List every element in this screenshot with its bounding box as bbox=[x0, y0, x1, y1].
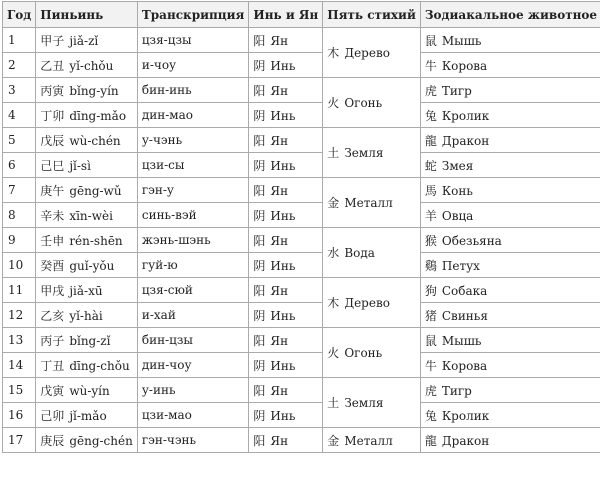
pinyin-text: yǐ-hài bbox=[69, 309, 102, 323]
pinyin-cell bbox=[36, 128, 138, 153]
animal-char: 狗 bbox=[425, 284, 437, 298]
element-cell bbox=[323, 328, 421, 378]
animal-char: 猴 bbox=[425, 234, 437, 248]
animal-char: 兔 bbox=[425, 109, 437, 123]
yin-yang-cell bbox=[249, 278, 323, 303]
transcription-cell: у-чэнь bbox=[137, 128, 249, 153]
yin-yang-cell bbox=[249, 228, 323, 253]
yin-yang-cell bbox=[249, 253, 323, 278]
element-char: 金 bbox=[327, 196, 339, 210]
element-char: 水 bbox=[327, 246, 339, 260]
animal-char: 馬 bbox=[425, 184, 437, 198]
yin-yang-cell bbox=[249, 178, 323, 203]
table-body bbox=[3, 28, 600, 453]
yin-yang-text: Ян bbox=[270, 434, 288, 448]
zodiac-animal-cell bbox=[420, 153, 600, 178]
year-number: 14 bbox=[3, 353, 36, 378]
yin-yang-cell bbox=[249, 128, 323, 153]
yin-yang-char: 阳 bbox=[253, 234, 265, 248]
yin-yang-char: 阴 bbox=[253, 259, 265, 273]
animal-char: 牛 bbox=[425, 59, 437, 73]
table-row bbox=[3, 53, 600, 78]
hanzi-pair: 己巳 bbox=[40, 159, 64, 173]
zodiac-animal-cell bbox=[420, 253, 600, 278]
table-row bbox=[3, 428, 600, 453]
transcription-cell: дин-чоу bbox=[137, 353, 249, 378]
yin-yang-cell bbox=[249, 353, 323, 378]
pinyin-cell bbox=[36, 228, 138, 253]
table-row bbox=[3, 153, 600, 178]
animal-char: 虎 bbox=[425, 384, 437, 398]
zodiac-animal-cell bbox=[420, 28, 600, 53]
element-cell bbox=[323, 278, 421, 328]
animal-name: Дракон bbox=[442, 134, 489, 148]
hanzi-pair: 癸酉 bbox=[40, 259, 64, 273]
transcription-cell: цзя-цзы bbox=[137, 28, 249, 53]
animal-name: Мышь bbox=[442, 34, 482, 48]
yin-yang-text: Инь bbox=[270, 259, 295, 273]
hanzi-pair: 壬申 bbox=[40, 234, 64, 248]
yin-yang-char: 阴 bbox=[253, 59, 265, 73]
yin-yang-text: Инь bbox=[270, 309, 295, 323]
transcription-cell: и-чоу bbox=[137, 53, 249, 78]
year-number: 16 bbox=[3, 403, 36, 428]
yin-yang-char: 阳 bbox=[253, 184, 265, 198]
yin-yang-char: 阴 bbox=[253, 309, 265, 323]
hanzi-pair: 甲子 bbox=[40, 34, 64, 48]
yin-yang-cell bbox=[249, 28, 323, 53]
yin-yang-cell bbox=[249, 328, 323, 353]
yin-yang-cell bbox=[249, 103, 323, 128]
pinyin-cell bbox=[36, 353, 138, 378]
transcription-cell: гэн-у bbox=[137, 178, 249, 203]
yin-yang-cell bbox=[249, 303, 323, 328]
transcription-cell: гэн-чэнь bbox=[137, 428, 249, 453]
element-name: Земля bbox=[344, 146, 383, 160]
yin-yang-text: Ян bbox=[270, 184, 288, 198]
element-name: Металл bbox=[344, 196, 392, 210]
header-zodiac-animal: Зодиакальное животное bbox=[420, 2, 600, 28]
yin-yang-char: 阳 bbox=[253, 284, 265, 298]
animal-char: 羊 bbox=[425, 209, 437, 223]
element-name: Земля bbox=[344, 396, 383, 410]
yin-yang-text: Инь bbox=[270, 159, 295, 173]
yin-yang-text: Ян bbox=[270, 384, 288, 398]
pinyin-text: jǐ-sì bbox=[69, 159, 91, 173]
transcription-cell: гуй-ю bbox=[137, 253, 249, 278]
table-row bbox=[3, 28, 600, 53]
hanzi-pair: 辛未 bbox=[40, 209, 64, 223]
year-number: 8 bbox=[3, 203, 36, 228]
element-char: 土 bbox=[327, 146, 339, 160]
table-row bbox=[3, 78, 600, 103]
pinyin-text: jiǎ-xū bbox=[69, 284, 102, 298]
animal-name: Тигр bbox=[442, 84, 472, 98]
animal-name: Тигр bbox=[442, 384, 472, 398]
yin-yang-text: Ян bbox=[270, 134, 288, 148]
animal-char: 鷄 bbox=[425, 259, 437, 273]
hanzi-pair: 庚午 bbox=[40, 184, 64, 198]
element-name: Вода bbox=[344, 246, 375, 260]
year-number: 15 bbox=[3, 378, 36, 403]
transcription-cell: синь-вэй bbox=[137, 203, 249, 228]
table-row bbox=[3, 328, 600, 353]
zodiac-animal-cell bbox=[420, 278, 600, 303]
pinyin-text: dīng-mǎo bbox=[69, 109, 126, 123]
year-number: 13 bbox=[3, 328, 36, 353]
table-row bbox=[3, 178, 600, 203]
pinyin-text: jǐ-mǎo bbox=[69, 409, 106, 423]
pinyin-text: jiǎ-zǐ bbox=[69, 34, 98, 48]
pinyin-text: dīng-chǒu bbox=[69, 359, 129, 373]
yin-yang-text: Ян bbox=[270, 34, 288, 48]
zodiac-animal-cell bbox=[420, 353, 600, 378]
header-yin-yang: Инь и Ян bbox=[249, 2, 323, 28]
yin-yang-text: Инь bbox=[270, 209, 295, 223]
hanzi-pair: 乙丑 bbox=[40, 59, 64, 73]
zodiac-animal-cell bbox=[420, 378, 600, 403]
animal-name: Свинья bbox=[442, 309, 488, 323]
table-row bbox=[3, 253, 600, 278]
header-year: Год bbox=[3, 2, 36, 28]
zodiac-animal-cell bbox=[420, 228, 600, 253]
animal-name: Мышь bbox=[442, 334, 482, 348]
pinyin-text: bǐng-zǐ bbox=[69, 334, 110, 348]
table-row bbox=[3, 403, 600, 428]
zodiac-animal-cell bbox=[420, 53, 600, 78]
element-char: 火 bbox=[327, 346, 339, 360]
animal-char: 兔 bbox=[425, 409, 437, 423]
element-cell bbox=[323, 428, 421, 453]
yin-yang-char: 阳 bbox=[253, 134, 265, 148]
pinyin-text: gēng-wǔ bbox=[69, 184, 121, 198]
element-char: 土 bbox=[327, 396, 339, 410]
animal-char: 鼠 bbox=[425, 334, 437, 348]
yin-yang-text: Ян bbox=[270, 284, 288, 298]
hanzi-pair: 甲戌 bbox=[40, 284, 64, 298]
pinyin-cell bbox=[36, 103, 138, 128]
animal-char: 虎 bbox=[425, 84, 437, 98]
zodiac-animal-cell bbox=[420, 403, 600, 428]
yin-yang-char: 阴 bbox=[253, 359, 265, 373]
animal-name: Овца bbox=[442, 209, 473, 223]
animal-name: Кролик bbox=[442, 109, 489, 123]
yin-yang-cell bbox=[249, 378, 323, 403]
element-name: Металл bbox=[344, 434, 392, 448]
pinyin-text: wù-chén bbox=[69, 134, 120, 148]
header-transcription: Транскрипция bbox=[137, 2, 249, 28]
zodiac-animal-cell bbox=[420, 428, 600, 453]
pinyin-cell bbox=[36, 203, 138, 228]
animal-name: Петух bbox=[442, 259, 480, 273]
year-number: 12 bbox=[3, 303, 36, 328]
yin-yang-char: 阴 bbox=[253, 109, 265, 123]
element-cell bbox=[323, 228, 421, 278]
animal-char: 蛇 bbox=[425, 159, 437, 173]
element-char: 木 bbox=[327, 46, 339, 60]
transcription-cell: цзя-сюй bbox=[137, 278, 249, 303]
element-char: 火 bbox=[327, 96, 339, 110]
year-number: 1 bbox=[3, 28, 36, 53]
element-name: Огонь bbox=[344, 96, 382, 110]
pinyin-text: rén-shēn bbox=[69, 234, 122, 248]
yin-yang-cell bbox=[249, 403, 323, 428]
pinyin-cell bbox=[36, 378, 138, 403]
year-number: 6 bbox=[3, 153, 36, 178]
transcription-cell: дин-мао bbox=[137, 103, 249, 128]
pinyin-cell bbox=[36, 428, 138, 453]
animal-char: 牛 bbox=[425, 359, 437, 373]
pinyin-text: wù-yín bbox=[69, 384, 109, 398]
yin-yang-cell bbox=[249, 428, 323, 453]
element-cell bbox=[323, 28, 421, 78]
animal-char: 鼠 bbox=[425, 34, 437, 48]
yin-yang-char: 阴 bbox=[253, 159, 265, 173]
year-number: 5 bbox=[3, 128, 36, 153]
animal-char: 猪 bbox=[425, 309, 437, 323]
yin-yang-text: Инь bbox=[270, 59, 295, 73]
animal-name: Корова bbox=[442, 359, 487, 373]
transcription-cell: бин-цзы bbox=[137, 328, 249, 353]
pinyin-cell bbox=[36, 303, 138, 328]
hanzi-pair: 戊寅 bbox=[40, 384, 64, 398]
hanzi-pair: 庚辰 bbox=[40, 434, 64, 448]
pinyin-text: guǐ-yǒu bbox=[69, 259, 114, 273]
element-cell bbox=[323, 378, 421, 428]
yin-yang-char: 阳 bbox=[253, 84, 265, 98]
year-number: 2 bbox=[3, 53, 36, 78]
pinyin-cell bbox=[36, 53, 138, 78]
yin-yang-cell bbox=[249, 203, 323, 228]
transcription-cell: у-инь bbox=[137, 378, 249, 403]
yin-yang-char: 阴 bbox=[253, 409, 265, 423]
transcription-cell: цзи-мао bbox=[137, 403, 249, 428]
table-row bbox=[3, 278, 600, 303]
pinyin-cell bbox=[36, 28, 138, 53]
yin-yang-char: 阳 bbox=[253, 384, 265, 398]
zodiac-animal-cell bbox=[420, 128, 600, 153]
yin-yang-cell bbox=[249, 53, 323, 78]
element-name: Дерево bbox=[344, 296, 390, 310]
pinyin-cell bbox=[36, 253, 138, 278]
pinyin-text: gēng-chén bbox=[69, 434, 133, 448]
yin-yang-char: 阳 bbox=[253, 34, 265, 48]
table-row bbox=[3, 353, 600, 378]
yin-yang-text: Инь bbox=[270, 359, 295, 373]
zodiac-animal-cell bbox=[420, 303, 600, 328]
sexagenary-cycle-table bbox=[2, 1, 600, 453]
pinyin-text: bǐng-yín bbox=[69, 84, 118, 98]
hanzi-pair: 丙子 bbox=[40, 334, 64, 348]
pinyin-cell bbox=[36, 328, 138, 353]
year-number: 10 bbox=[3, 253, 36, 278]
transcription-cell: бин-инь bbox=[137, 78, 249, 103]
pinyin-cell bbox=[36, 153, 138, 178]
transcription-cell: и-хай bbox=[137, 303, 249, 328]
animal-name: Корова bbox=[442, 59, 487, 73]
hanzi-pair: 己卯 bbox=[40, 409, 64, 423]
pinyin-cell bbox=[36, 178, 138, 203]
pinyin-text: xīn-wèi bbox=[69, 209, 113, 223]
year-number: 7 bbox=[3, 178, 36, 203]
pinyin-text: yǐ-chǒu bbox=[69, 59, 113, 73]
hanzi-pair: 戊辰 bbox=[40, 134, 64, 148]
yin-yang-char: 阳 bbox=[253, 434, 265, 448]
yin-yang-cell bbox=[249, 78, 323, 103]
yin-yang-cell bbox=[249, 153, 323, 178]
zodiac-animal-cell bbox=[420, 103, 600, 128]
animal-name: Кролик bbox=[442, 409, 489, 423]
hanzi-pair: 乙亥 bbox=[40, 309, 64, 323]
zodiac-animal-cell bbox=[420, 328, 600, 353]
animal-name: Дракон bbox=[442, 434, 489, 448]
animal-name: Собака bbox=[442, 284, 487, 298]
element-char: 金 bbox=[327, 434, 339, 448]
animal-name: Обезьяна bbox=[442, 234, 502, 248]
header-five-elements: Пять стихий bbox=[323, 2, 421, 28]
zodiac-animal-cell bbox=[420, 178, 600, 203]
pinyin-cell bbox=[36, 78, 138, 103]
zodiac-animal-cell bbox=[420, 203, 600, 228]
hanzi-pair: 丁丑 bbox=[40, 359, 64, 373]
transcription-cell: жэнь-шэнь bbox=[137, 228, 249, 253]
animal-name: Змея bbox=[442, 159, 473, 173]
pinyin-cell bbox=[36, 403, 138, 428]
table-row bbox=[3, 303, 600, 328]
pinyin-cell bbox=[36, 278, 138, 303]
year-number: 17 bbox=[3, 428, 36, 453]
table-row bbox=[3, 103, 600, 128]
year-number: 11 bbox=[3, 278, 36, 303]
animal-name: Конь bbox=[442, 184, 473, 198]
element-cell bbox=[323, 78, 421, 128]
year-number: 9 bbox=[3, 228, 36, 253]
hanzi-pair: 丁卯 bbox=[40, 109, 64, 123]
transcription-cell: цзи-сы bbox=[137, 153, 249, 178]
element-cell bbox=[323, 178, 421, 228]
yin-yang-text: Ян bbox=[270, 84, 288, 98]
yin-yang-text: Ян bbox=[270, 334, 288, 348]
hanzi-pair: 丙寅 bbox=[40, 84, 64, 98]
table-row bbox=[3, 128, 600, 153]
animal-char: 龍 bbox=[425, 434, 437, 448]
yin-yang-text: Инь bbox=[270, 409, 295, 423]
year-number: 4 bbox=[3, 103, 36, 128]
yin-yang-text: Ян bbox=[270, 234, 288, 248]
table-row bbox=[3, 203, 600, 228]
element-cell bbox=[323, 128, 421, 178]
header-pinyin: Пиньинь bbox=[36, 2, 138, 28]
yin-yang-text: Инь bbox=[270, 109, 295, 123]
year-number: 3 bbox=[3, 78, 36, 103]
animal-char: 龍 bbox=[425, 134, 437, 148]
yin-yang-char: 阴 bbox=[253, 209, 265, 223]
table-row bbox=[3, 228, 600, 253]
element-char: 木 bbox=[327, 296, 339, 310]
header-row bbox=[3, 2, 600, 28]
element-name: Огонь bbox=[344, 346, 382, 360]
element-name: Дерево bbox=[344, 46, 390, 60]
zodiac-animal-cell bbox=[420, 78, 600, 103]
yin-yang-char: 阳 bbox=[253, 334, 265, 348]
table-row bbox=[3, 378, 600, 403]
